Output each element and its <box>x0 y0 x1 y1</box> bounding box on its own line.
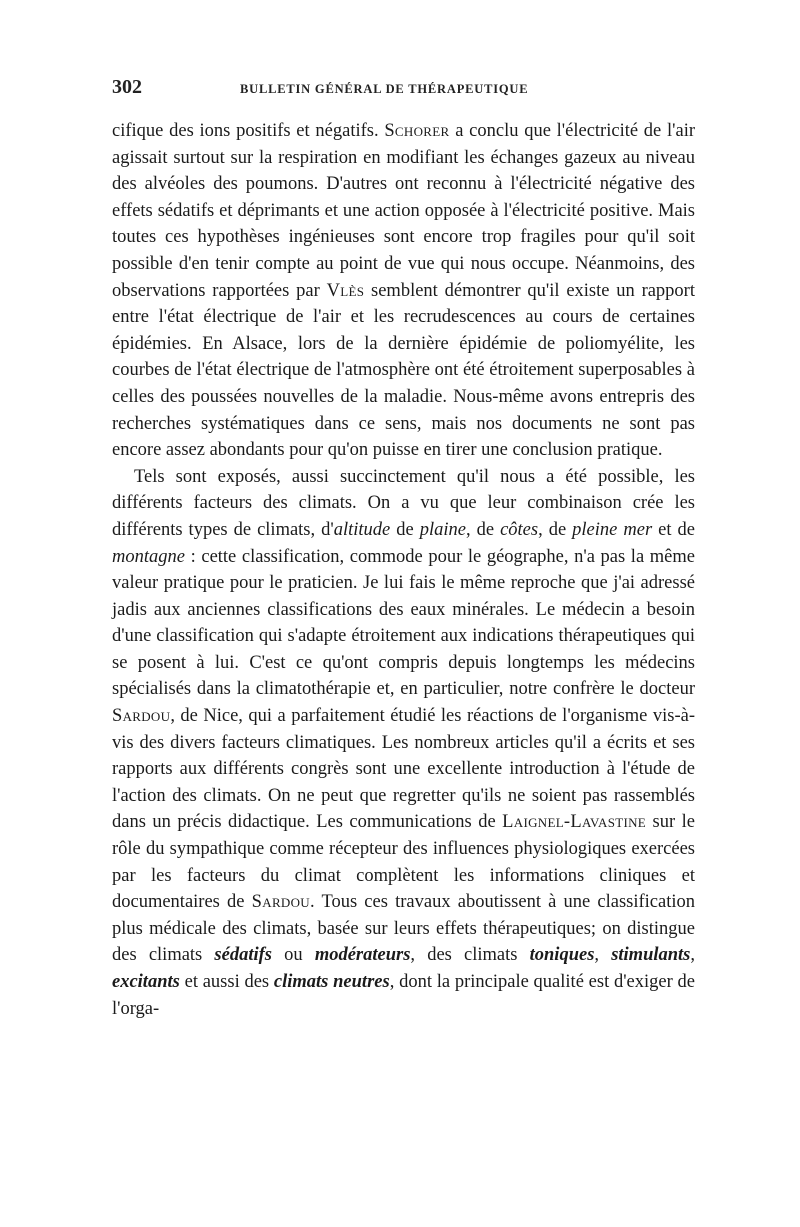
climate-term-sedatifs: sédatifs <box>214 945 272 966</box>
text-run: . Tous ces travaux aboutissent à une classification plus médicale des climats, basée sur leurs effets thérapeutiques; on distingue des climats <box>112 892 695 966</box>
author-name-sardou: Sardou <box>112 706 171 727</box>
italic-term-pleine-mer: pleine mer <box>572 519 653 540</box>
text-run: de <box>390 519 420 540</box>
text-run: : cette classification, commode pour le géographe, n'a pas la même valeur pratique pour le praticien. Je lui fais le même reproche que j'ai adressé jadis aux anciennes classifications des eaux minérales. Le médecin a besoin d'une classification qui s'adapte étroitement aux indications thérapeutiques qui se posent à lui. C'est ce qu'ont compris depuis longtemps les médecins spécialisés dans la climatothérapie et, en particulier, notre confrère le docteur <box>112 546 695 700</box>
paragraph-1 <box>112 118 695 464</box>
climate-term-stimulants: stimulants <box>611 945 691 966</box>
text-run: cifique des ions positifs et négatifs. <box>112 121 385 141</box>
italic-term-montagne: montagne <box>112 546 185 567</box>
author-name-laignel-lavastine: Laignel-Lavastine <box>502 812 647 833</box>
text-run: sur le rôle du sympathique comme récepteur des influences physiologiques exercées par les facteurs du climat complètent les informations cliniques et documentaires de <box>112 812 695 913</box>
climate-term-excitants: excitants <box>112 972 180 992</box>
text-run: a conclu que l'électricité de l'air agissait surtout sur la respiration en modifiant les échanges gazeux au niveau des alvéoles des poumons. D'autres ont reconnu à l'électricité négative des effets sédatifs et déprimants et une action opposée à l'électricité positive. Mais toutes ces hypothèses ingénieuses sont encore trop fragiles pour qu'il soit possible d'en tenir compte au point de vue qui nous occupe. Néanmoins, des observations rapportées par <box>112 121 695 301</box>
paragraph-2 <box>112 464 695 1022</box>
running-title: BULLETIN GÉNÉRAL DE THÉRAPEUTIQUE <box>240 82 529 96</box>
text-run: , dont la principale qualité est d'exiger de l'orga- <box>112 972 696 1019</box>
text-run: et de <box>652 519 695 540</box>
author-name-vles: Vlès <box>326 280 365 301</box>
text-run: Tels sont exposés, aussi succinctement qu'il nous a été possible, les différents facteurs des climats. On a vu que leur combinaison crée les différents types de climats, d' <box>112 466 695 540</box>
italic-term-plaine: plaine <box>419 519 466 540</box>
text-run: , de Nice, qui a parfaitement étudié les réactions de l'organisme vis-à-vis des divers facteurs climatiques. Les nombreux articles qu'il a écrits et ses rapports aux différents congrès sont une excellente introduction à l'étude de l'action des climats. On ne peut que regretter qu'ils ne soient pas rassemblés dans un précis didactique. Les communications de <box>112 706 695 833</box>
italic-term-cotes: côtes <box>500 519 539 540</box>
page-number: 302 <box>112 76 142 98</box>
author-name-sardou: Sardou <box>251 892 310 913</box>
text-run: , <box>594 945 612 966</box>
text-run: , de <box>538 519 573 540</box>
text-run: ou <box>271 945 315 966</box>
climate-term-toniques: toniques <box>529 945 595 966</box>
author-name-schorer: Schorer <box>384 121 450 141</box>
text-run: et aussi des <box>179 972 274 992</box>
text-run: , des climats <box>410 945 530 966</box>
climate-term-moderateurs: modérateurs <box>314 945 411 966</box>
text-run: semblent démontrer qu'il existe un rapport entre l'état électrique de l'air et les recrudescences au cours de certaines épidémies. En Alsace, lors de la dernière épidémie de poliomyélite, les courbes de l'état électrique de l'atmosphère ont été étroitement superposables à celles des poussées nouvelles de la maladie. Nous-même avons entrepris des recherches systématiques dans ce sens, mais nos documents ne sont pas encore assez abondants pour qu'on puisse en tirer une conclusion pratique. <box>112 280 695 461</box>
body-text <box>112 118 695 1022</box>
page-header <box>112 76 695 106</box>
climate-term-neutres: climats neutres <box>273 972 390 992</box>
text-run: , <box>690 945 696 966</box>
italic-term-altitude: altitude <box>333 519 391 540</box>
text-run: , de <box>465 519 501 540</box>
